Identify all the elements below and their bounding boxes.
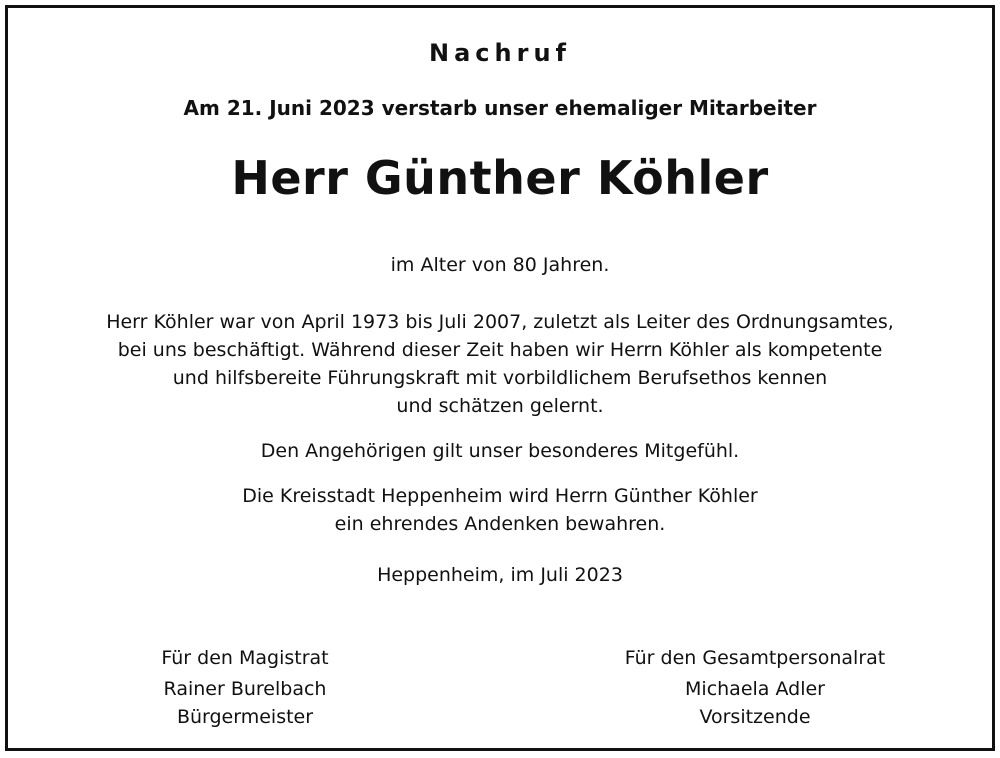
biography-line: und hilfsbereite Führungskraft mit vorbildlichem Berufsethos kennen: [172, 367, 828, 389]
biography-paragraph: [0, 308, 1000, 420]
signature-role: Vorsitzende: [699, 706, 811, 728]
signature-person: Michaela Adler: [685, 678, 825, 700]
biography-line: und schätzen gelernt.: [396, 395, 604, 417]
notice-heading: Nachruf: [429, 39, 571, 67]
memory-line: Die Kreisstadt Heppenheim wird Herrn Günther Köhler: [242, 485, 758, 507]
sympathy-text: Den Angehörigen gilt unser besonderes Mitgefühl.: [260, 440, 740, 462]
signature-org: Für den Magistrat: [161, 647, 329, 669]
intro-text: Am 21. Juni 2023 verstarb unser ehemaliger Mitarbeiter: [183, 96, 817, 120]
deceased-name: Herr Günther Köhler: [231, 151, 769, 205]
signature-role: Bürgermeister: [176, 706, 314, 728]
age-text: im Alter von 80 Jahren.: [390, 254, 610, 276]
place-date: Heppenheim, im Juli 2023: [377, 564, 623, 586]
biography-line: bei uns beschäftigt. Während dieser Zeit haben wir Herrn Köhler als kompetente: [117, 339, 883, 361]
biography-line: Herr Köhler war von April 1973 bis Juli 2007, zuletzt als Leiter des Ordnungsamtes,: [106, 311, 894, 333]
signature-magistrat: [35, 643, 455, 729]
signature-person: Rainer Burelbach: [163, 678, 327, 700]
memory-text: [0, 482, 1000, 538]
signature-personalrat: [545, 643, 965, 729]
signature-org: Für den Gesamtpersonalrat: [624, 647, 886, 669]
memory-line: ein ehrendes Andenken bewahren.: [334, 513, 666, 535]
